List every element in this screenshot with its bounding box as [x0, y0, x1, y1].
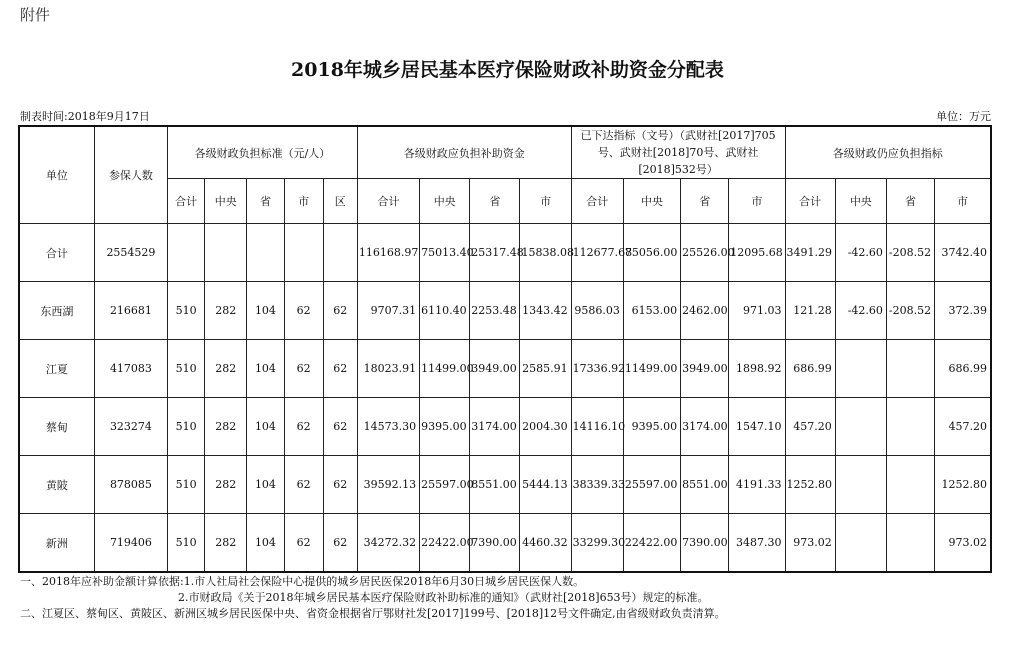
- remain-cell: 121.28: [785, 282, 835, 340]
- col-unit-header: 单位: [19, 126, 94, 224]
- remain-cell: 457.20: [935, 398, 991, 456]
- standard-cell: 62: [284, 282, 323, 340]
- remain-cell: 686.99: [785, 340, 835, 398]
- sub-header: 省: [886, 179, 934, 224]
- due-cell: 116168.97: [357, 224, 419, 282]
- due-cell: 7390.00: [470, 514, 520, 573]
- standard-cell: 62: [323, 398, 357, 456]
- standard-cell: 510: [168, 514, 205, 573]
- issued-cell: 3174.00: [681, 398, 729, 456]
- row-unit-cell: 合计: [19, 224, 94, 282]
- remain-cell: 973.02: [785, 514, 835, 573]
- col-insured-header: 参保人数: [94, 126, 167, 224]
- remain-cell: 457.20: [785, 398, 835, 456]
- standard-cell: 62: [284, 456, 323, 514]
- row-insured-cell: 878085: [94, 456, 167, 514]
- due-cell: 8551.00: [470, 456, 520, 514]
- row-insured-cell: 323274: [94, 398, 167, 456]
- standard-cell: 62: [284, 340, 323, 398]
- standard-cell: 282: [205, 398, 247, 456]
- due-cell: 5444.13: [520, 456, 571, 514]
- standard-cell: 104: [247, 282, 284, 340]
- table-row: [19, 282, 991, 340]
- due-cell: 2004.30: [520, 398, 571, 456]
- remain-cell: 1252.80: [785, 456, 835, 514]
- remain-cell: [835, 456, 886, 514]
- standard-cell: [168, 224, 205, 282]
- issued-cell: 6153.00: [623, 282, 680, 340]
- standard-cell: 62: [323, 340, 357, 398]
- row-unit-cell: 黄陂: [19, 456, 94, 514]
- standard-cell: 104: [247, 398, 284, 456]
- attachment-label: 附件: [20, 6, 51, 24]
- standard-cell: 510: [168, 282, 205, 340]
- issued-cell: 9395.00: [623, 398, 680, 456]
- remain-cell: -208.52: [886, 224, 934, 282]
- due-cell: 25317.48: [470, 224, 520, 282]
- standard-cell: 62: [323, 282, 357, 340]
- standard-cell: 282: [205, 456, 247, 514]
- due-cell: 2253.48: [470, 282, 520, 340]
- standard-cell: 510: [168, 398, 205, 456]
- sub-header: 合计: [168, 179, 205, 224]
- due-cell: 25597.00: [420, 456, 470, 514]
- sub-header: 市: [520, 179, 571, 224]
- header-row-1: [19, 126, 991, 179]
- standard-cell: 104: [247, 456, 284, 514]
- standard-cell: [323, 224, 357, 282]
- issued-cell: 1547.10: [729, 398, 785, 456]
- page-title: 2018年城乡居民基本医疗保险财政补助资金分配表: [291, 59, 724, 81]
- standard-cell: 510: [168, 340, 205, 398]
- remain-cell: 686.99: [935, 340, 991, 398]
- issued-cell: 11499.00: [623, 340, 680, 398]
- issued-cell: 112677.68: [571, 224, 623, 282]
- due-cell: 11499.00: [420, 340, 470, 398]
- issued-cell: 971.03: [729, 282, 785, 340]
- due-cell: 3949.00: [470, 340, 520, 398]
- remain-cell: 3491.29: [785, 224, 835, 282]
- sub-header: 省: [470, 179, 520, 224]
- note-2: 2.市财政局《关于2018年城乡居民基本医疗保险财政补助标准的通知》（武财社[2018]653号）规定的标准。: [178, 591, 709, 604]
- table-row: [19, 398, 991, 456]
- due-cell: 4460.32: [520, 514, 571, 573]
- standard-cell: 62: [284, 514, 323, 573]
- sub-header: 中央: [420, 179, 470, 224]
- due-cell: 6110.40: [420, 282, 470, 340]
- remain-cell: 1252.80: [935, 456, 991, 514]
- due-cell: 3174.00: [470, 398, 520, 456]
- due-cell: 34272.32: [357, 514, 419, 573]
- sub-header: 中央: [835, 179, 886, 224]
- remain-cell: [886, 456, 934, 514]
- group-standard-header: 各级财政负担标准（元/人）: [168, 126, 358, 179]
- sub-header: 合计: [571, 179, 623, 224]
- allocation-table: [18, 125, 992, 573]
- standard-cell: 62: [284, 398, 323, 456]
- due-cell: 9395.00: [420, 398, 470, 456]
- table-row: [19, 456, 991, 514]
- due-cell: 15838.08: [520, 224, 571, 282]
- due-cell: 14573.30: [357, 398, 419, 456]
- standard-cell: 510: [168, 456, 205, 514]
- sub-header: 市: [935, 179, 991, 224]
- issued-cell: 9586.03: [571, 282, 623, 340]
- row-insured-cell: 2554529: [94, 224, 167, 282]
- issued-cell: 17336.92: [571, 340, 623, 398]
- standard-cell: 104: [247, 514, 284, 573]
- standard-cell: 104: [247, 340, 284, 398]
- issued-cell: 4191.33: [729, 456, 785, 514]
- issued-cell: 22422.00: [623, 514, 680, 573]
- row-insured-cell: 417083: [94, 340, 167, 398]
- table-row: [19, 224, 991, 282]
- issued-cell: 7390.00: [681, 514, 729, 573]
- remain-cell: 3742.40: [935, 224, 991, 282]
- due-cell: 2585.91: [520, 340, 571, 398]
- remain-cell: [886, 514, 934, 573]
- due-cell: 39592.13: [357, 456, 419, 514]
- sub-header: 省: [681, 179, 729, 224]
- note-3: 二、江夏区、蔡甸区、黄陂区、新洲区城乡居民医保中央、省资金根据省厅鄂财社发[2017]199号、[2018]12号文件确定,由省级财政负责清算。: [20, 607, 726, 620]
- sub-header: 合计: [785, 179, 835, 224]
- due-cell: 22422.00: [420, 514, 470, 573]
- remain-cell: 372.39: [935, 282, 991, 340]
- issued-cell: 3487.30: [729, 514, 785, 573]
- remain-cell: 973.02: [935, 514, 991, 573]
- group-remain-header: 各级财政仍应负担指标: [785, 126, 991, 179]
- remain-cell: -208.52: [886, 282, 934, 340]
- remain-cell: -42.60: [835, 224, 886, 282]
- row-unit-cell: 蔡甸: [19, 398, 94, 456]
- table-row: [19, 340, 991, 398]
- table-row: [19, 514, 991, 573]
- row-unit-cell: 东西湖: [19, 282, 94, 340]
- sub-header: 市: [729, 179, 785, 224]
- remain-cell: [835, 514, 886, 573]
- remain-cell: -42.60: [835, 282, 886, 340]
- remain-cell: [835, 398, 886, 456]
- standard-cell: [205, 224, 247, 282]
- footnotes: [20, 574, 726, 622]
- standard-cell: 282: [205, 282, 247, 340]
- group-issued-header: 已下达指标（文号）（武财社[2017]705号、武财社[2018]70号、武财社[2018]532号）: [571, 126, 785, 179]
- group-due-header: 各级财政应负担补助资金: [357, 126, 571, 179]
- remain-cell: [886, 398, 934, 456]
- sub-header: 中央: [205, 179, 247, 224]
- sub-header: 区: [323, 179, 357, 224]
- due-cell: 18023.91: [357, 340, 419, 398]
- issued-cell: 12095.68: [729, 224, 785, 282]
- remain-cell: [886, 340, 934, 398]
- standard-cell: 62: [323, 514, 357, 573]
- row-insured-cell: 719406: [94, 514, 167, 573]
- issued-cell: 3949.00: [681, 340, 729, 398]
- row-unit-cell: 江夏: [19, 340, 94, 398]
- issued-cell: 1898.92: [729, 340, 785, 398]
- due-cell: 9707.31: [357, 282, 419, 340]
- issued-cell: 25526.00: [681, 224, 729, 282]
- sub-header: 合计: [357, 179, 419, 224]
- issued-cell: 33299.30: [571, 514, 623, 573]
- note-1: 一、2018年应补助金额计算依据:1.市人社局社会保险中心提供的城乡居民医保2018年6月30日城乡居民医保人数。: [20, 575, 585, 588]
- sub-header: 中央: [623, 179, 680, 224]
- standard-cell: [284, 224, 323, 282]
- row-insured-cell: 216681: [94, 282, 167, 340]
- issued-cell: 8551.00: [681, 456, 729, 514]
- standard-cell: [247, 224, 284, 282]
- standard-cell: 62: [323, 456, 357, 514]
- issued-cell: 25597.00: [623, 456, 680, 514]
- due-cell: 75013.40: [420, 224, 470, 282]
- standard-cell: 282: [205, 514, 247, 573]
- row-unit-cell: 新洲: [19, 514, 94, 573]
- unit-label: 单位：万元: [936, 110, 991, 123]
- issued-cell: 38339.33: [571, 456, 623, 514]
- issued-cell: 14116.10: [571, 398, 623, 456]
- issued-cell: 75056.00: [623, 224, 680, 282]
- standard-cell: 282: [205, 340, 247, 398]
- made-time: 制表时间:2018年9月17日: [20, 110, 150, 123]
- issued-cell: 2462.00: [681, 282, 729, 340]
- sub-header: 市: [284, 179, 323, 224]
- due-cell: 1343.42: [520, 282, 571, 340]
- remain-cell: [835, 340, 886, 398]
- sub-header: 省: [247, 179, 284, 224]
